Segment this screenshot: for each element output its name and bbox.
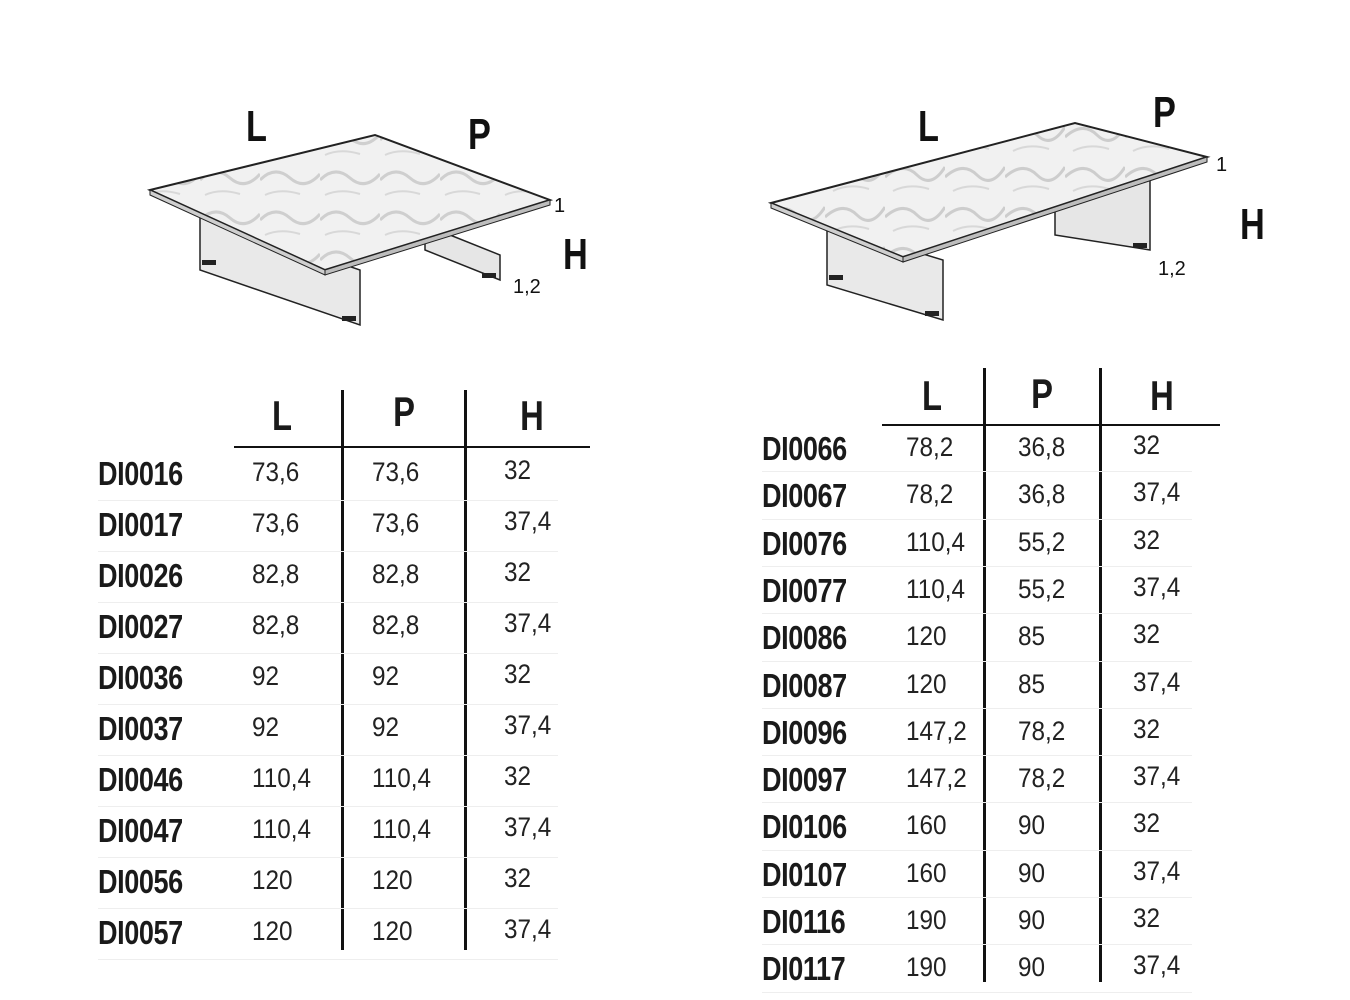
length-value: 92 — [252, 661, 280, 691]
product-code: DI0097 — [762, 761, 847, 799]
depth-value: 73,6 — [372, 457, 420, 487]
header-divider — [882, 424, 1220, 426]
length-value: 160 — [906, 857, 947, 888]
height-value: 32 — [1133, 903, 1161, 933]
product-code: DI0106 — [762, 808, 847, 846]
depth-value: 85 — [1018, 668, 1046, 699]
length-label: L — [918, 102, 939, 151]
height-value: 37,4 — [1133, 571, 1181, 602]
top-thickness-label: 1 — [1216, 154, 1228, 176]
length-value: 110,4 — [252, 763, 312, 793]
row-separator — [762, 613, 1192, 614]
length-value: 120 — [906, 668, 947, 699]
height-label: H — [1240, 200, 1265, 249]
product-code: DI0036 — [98, 659, 183, 696]
depth-value: 90 — [1018, 952, 1046, 983]
height-value: 32 — [504, 659, 532, 689]
depth-value: 78,2 — [1018, 715, 1066, 746]
column-divider — [1099, 368, 1102, 982]
height-value: 37,4 — [504, 914, 552, 944]
depth-value: 120 — [372, 916, 413, 946]
height-value: 32 — [504, 557, 532, 587]
row-separator — [762, 850, 1192, 851]
product-code: DI0046 — [98, 761, 183, 798]
length-value: 160 — [906, 810, 947, 841]
product-code: DI0026 — [98, 557, 183, 594]
length-value: 190 — [906, 952, 947, 983]
height-value: 37,4 — [504, 506, 552, 536]
depth-label: P — [1153, 88, 1176, 137]
depth-value: 73,6 — [372, 508, 420, 538]
depth-value: 55,2 — [1018, 526, 1066, 557]
length-value: 110,4 — [906, 526, 966, 557]
depth-value: 120 — [372, 865, 413, 895]
height-value: 37,4 — [1133, 855, 1181, 886]
product-code: DI0087 — [762, 666, 847, 704]
length-value: 110,4 — [252, 814, 312, 844]
product-code: DI0056 — [98, 863, 183, 900]
product-code: DI0067 — [762, 477, 847, 515]
row-separator — [762, 755, 1192, 756]
depth-value: 78,2 — [1018, 763, 1066, 794]
length-value: 190 — [906, 905, 947, 935]
length-value: 73,6 — [252, 457, 300, 487]
depth-value: 85 — [1018, 621, 1046, 652]
column-header-h: H — [1150, 372, 1174, 419]
length-value: 120 — [906, 621, 947, 652]
top-thickness-label: 1 — [554, 195, 566, 217]
length-value: 82,8 — [252, 559, 300, 589]
row-separator — [762, 944, 1192, 945]
length-value: 73,6 — [252, 508, 300, 538]
product-code: DI0086 — [762, 619, 847, 657]
row-separator — [762, 802, 1192, 803]
row-separator — [762, 566, 1192, 567]
depth-value: 36,8 — [1018, 479, 1066, 510]
row-separator — [762, 708, 1192, 709]
height-value: 37,4 — [1133, 477, 1181, 508]
depth-value: 55,2 — [1018, 573, 1066, 604]
row-separator — [762, 897, 1192, 898]
depth-value: 110,4 — [372, 814, 432, 844]
product-code: DI0057 — [98, 914, 183, 951]
height-value: 32 — [1133, 524, 1161, 555]
length-value: 120 — [252, 916, 293, 946]
product-code: DI0076 — [762, 524, 847, 562]
column-header-l: L — [271, 392, 293, 439]
column-header-p: P — [1031, 370, 1053, 417]
depth-value: 90 — [1018, 810, 1046, 841]
length-value: 120 — [252, 865, 293, 895]
row-separator — [762, 519, 1192, 520]
product-code: DI0037 — [98, 710, 183, 747]
product-code: DI0096 — [762, 713, 847, 751]
height-value: 32 — [1133, 430, 1161, 460]
product-code: DI0017 — [98, 506, 183, 543]
height-value: 37,4 — [1133, 950, 1181, 981]
length-value: 78,2 — [906, 479, 954, 510]
length-value: 78,2 — [906, 432, 954, 462]
height-value: 32 — [504, 863, 532, 893]
height-label: H — [563, 230, 588, 279]
depth-value: 92 — [372, 661, 400, 691]
column-divider — [983, 368, 986, 982]
row-separator — [762, 471, 1192, 472]
column-header-h: H — [520, 392, 544, 439]
depth-value: 92 — [372, 712, 400, 742]
product-code: DI0116 — [762, 903, 846, 940]
length-value: 82,8 — [252, 610, 300, 640]
row-separator — [762, 992, 1192, 993]
length-value: 92 — [252, 712, 280, 742]
depth-value: 90 — [1018, 857, 1046, 888]
height-value: 37,4 — [504, 608, 552, 638]
leg-thickness-label: 1,2 — [1158, 258, 1186, 280]
product-code: DI0077 — [762, 571, 847, 609]
leg-thickness-label: 1,2 — [513, 276, 541, 298]
product-code: DI0016 — [98, 455, 183, 492]
height-value: 37,4 — [504, 710, 552, 740]
depth-value: 90 — [1018, 905, 1046, 935]
row-separator — [762, 661, 1192, 662]
depth-value: 82,8 — [372, 610, 420, 640]
product-code: DI0047 — [98, 812, 183, 849]
height-value: 37,4 — [1133, 666, 1181, 697]
product-code: DI0117 — [762, 950, 846, 988]
height-value: 32 — [1133, 808, 1161, 839]
product-code: DI0107 — [762, 855, 847, 893]
length-value: 147,2 — [906, 715, 967, 746]
depth-value: 82,8 — [372, 559, 420, 589]
length-value: 147,2 — [906, 763, 967, 794]
depth-value: 36,8 — [1018, 432, 1066, 462]
height-value: 37,4 — [504, 812, 552, 842]
height-value: 32 — [1133, 713, 1161, 744]
height-value: 32 — [1133, 619, 1161, 650]
length-value: 110,4 — [906, 573, 966, 604]
column-header-p: P — [393, 388, 415, 435]
height-value: 32 — [504, 761, 532, 791]
depth-value: 110,4 — [372, 763, 432, 793]
height-value: 37,4 — [1133, 761, 1181, 792]
column-header-l: L — [921, 372, 943, 419]
height-value: 32 — [504, 455, 532, 485]
product-code: DI0027 — [98, 608, 183, 645]
length-label: L — [246, 102, 267, 151]
depth-label: P — [468, 110, 491, 159]
product-code: DI0066 — [762, 430, 847, 467]
